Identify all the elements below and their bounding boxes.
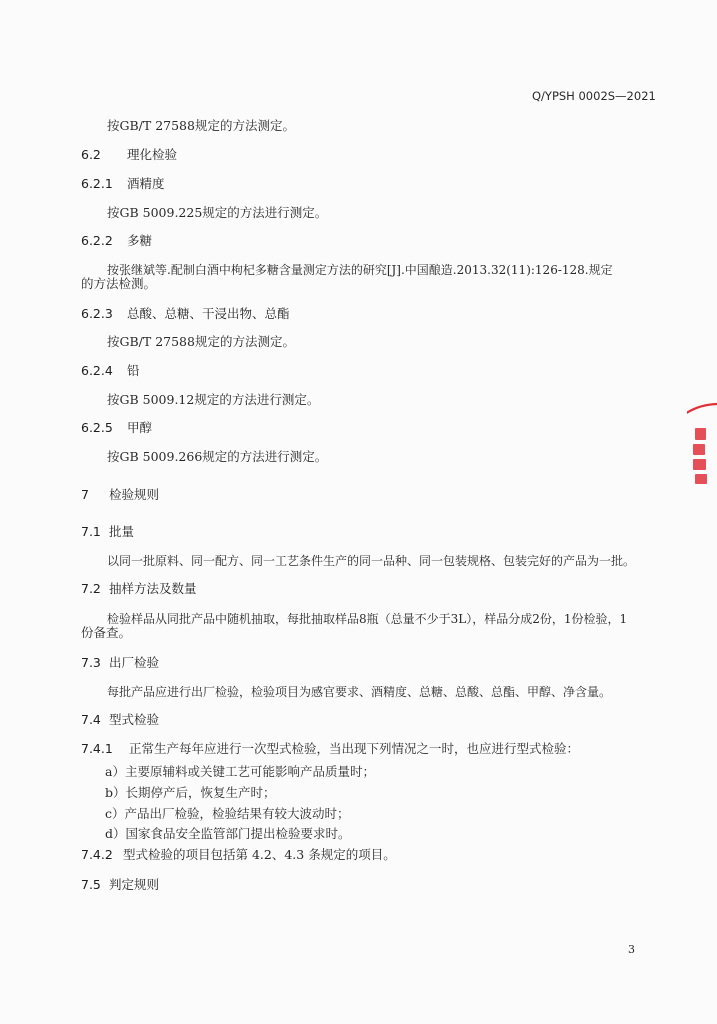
page-number: 3 bbox=[628, 943, 635, 956]
section-heading-6-2-3 bbox=[81, 306, 290, 322]
list-item-b: b）长期停产后，恢复生产时； bbox=[105, 785, 276, 800]
paragraph: 按GB 5009.12规定的方法进行测定。 bbox=[107, 392, 320, 407]
list-item-a: a）主要原辅料或关键工艺可能影响产品质量时； bbox=[105, 764, 375, 779]
section-heading-6-2-2 bbox=[81, 233, 152, 249]
paragraph: 按张继斌等.配制白酒中枸杞多糖含量测定方法的研究[J].中国酿造.2013.32(11):126-128.规定 bbox=[107, 263, 613, 277]
section-heading-7-4 bbox=[81, 712, 159, 728]
section-title: 总酸、总糖、干浸出物、总酯 bbox=[127, 306, 290, 321]
list-item-c: c）产品出厂检验，检验结果有较大波动时； bbox=[105, 806, 350, 821]
section-number: 6.2.1 bbox=[81, 176, 113, 191]
section-title: 判定规则 bbox=[109, 877, 160, 892]
section-number: 6.2 bbox=[81, 147, 101, 162]
section-heading-7-2 bbox=[81, 581, 197, 597]
section-number: 7.1 bbox=[81, 524, 101, 539]
section-title: 出厂检验 bbox=[109, 655, 160, 670]
clause-text: 正常生产每年应进行一次型式检验，当出现下列情况之一时，也应进行型式检验： bbox=[129, 741, 580, 756]
section-title: 抽样方法及数量 bbox=[109, 581, 197, 596]
paragraph: 按GB/T 27588规定的方法测定。 bbox=[107, 334, 295, 349]
company-seal-stamp bbox=[687, 398, 717, 523]
clause-7-4-1 bbox=[81, 741, 579, 757]
paragraph-continuation: 的方法检测。 bbox=[81, 276, 157, 291]
section-title: 多糖 bbox=[127, 233, 153, 248]
section-heading-6-2-1 bbox=[81, 176, 165, 192]
paragraph: 检验样品从同批产品中随机抽取，每批抽取样品8瓶（总量不少于3L），样品分成2份，1份检验，1 bbox=[107, 612, 628, 626]
section-title: 甲醇 bbox=[127, 420, 153, 435]
clause-number: 7.4.2 bbox=[81, 847, 113, 862]
clause-text: 型式检验的项目包括第 4.2、4.3 条规定的项目。 bbox=[123, 847, 396, 862]
paragraph-continuation: 份备查。 bbox=[81, 625, 132, 640]
section-number: 6.2.5 bbox=[81, 420, 113, 435]
clause-number: 7.4.1 bbox=[81, 741, 113, 756]
section-heading-6-2 bbox=[81, 147, 177, 163]
document-code: Q/YPSH 0002S—2021 bbox=[532, 89, 656, 103]
section-heading-7-3 bbox=[81, 655, 159, 671]
paragraph: 每批产品应进行出厂检验，检验项目为感官要求、酒精度、总糖、总酸、总酯、甲醇、净含量。 bbox=[107, 685, 612, 699]
section-heading-6-2-5 bbox=[81, 420, 152, 436]
chapter-heading-7 bbox=[81, 487, 159, 503]
section-heading-7-1 bbox=[81, 524, 134, 540]
section-title: 铅 bbox=[127, 363, 140, 378]
paragraph: 按GB/T 27588规定的方法测定。 bbox=[107, 118, 295, 133]
section-number: 6.2.3 bbox=[81, 306, 113, 321]
paragraph: 按GB 5009.266规定的方法进行测定。 bbox=[107, 449, 328, 464]
seal-icon bbox=[687, 398, 717, 523]
section-heading-7-5 bbox=[81, 877, 159, 893]
section-number: 7.5 bbox=[81, 877, 101, 892]
chapter-number: 7 bbox=[81, 487, 89, 502]
section-title: 批量 bbox=[109, 524, 135, 539]
paragraph: 以同一批原料、同一配方、同一工艺条件生产的同一品种、同一包装规格、包装完好的产品为一批。 bbox=[107, 554, 636, 568]
section-number: 6.2.2 bbox=[81, 233, 113, 248]
paragraph: 按GB 5009.225规定的方法进行测定。 bbox=[107, 205, 328, 220]
list-item-d: d）国家食品安全监管部门提出检验要求时。 bbox=[105, 826, 351, 841]
section-heading-6-2-4 bbox=[81, 363, 140, 379]
section-number: 6.2.4 bbox=[81, 363, 113, 378]
section-title: 酒精度 bbox=[127, 176, 165, 191]
section-title: 理化检验 bbox=[127, 147, 178, 162]
section-number: 7.4 bbox=[81, 712, 101, 727]
section-title: 型式检验 bbox=[109, 712, 160, 727]
chapter-title: 检验规则 bbox=[109, 487, 160, 502]
section-number: 7.3 bbox=[81, 655, 101, 670]
clause-7-4-2 bbox=[81, 847, 396, 863]
section-number: 7.2 bbox=[81, 581, 101, 596]
